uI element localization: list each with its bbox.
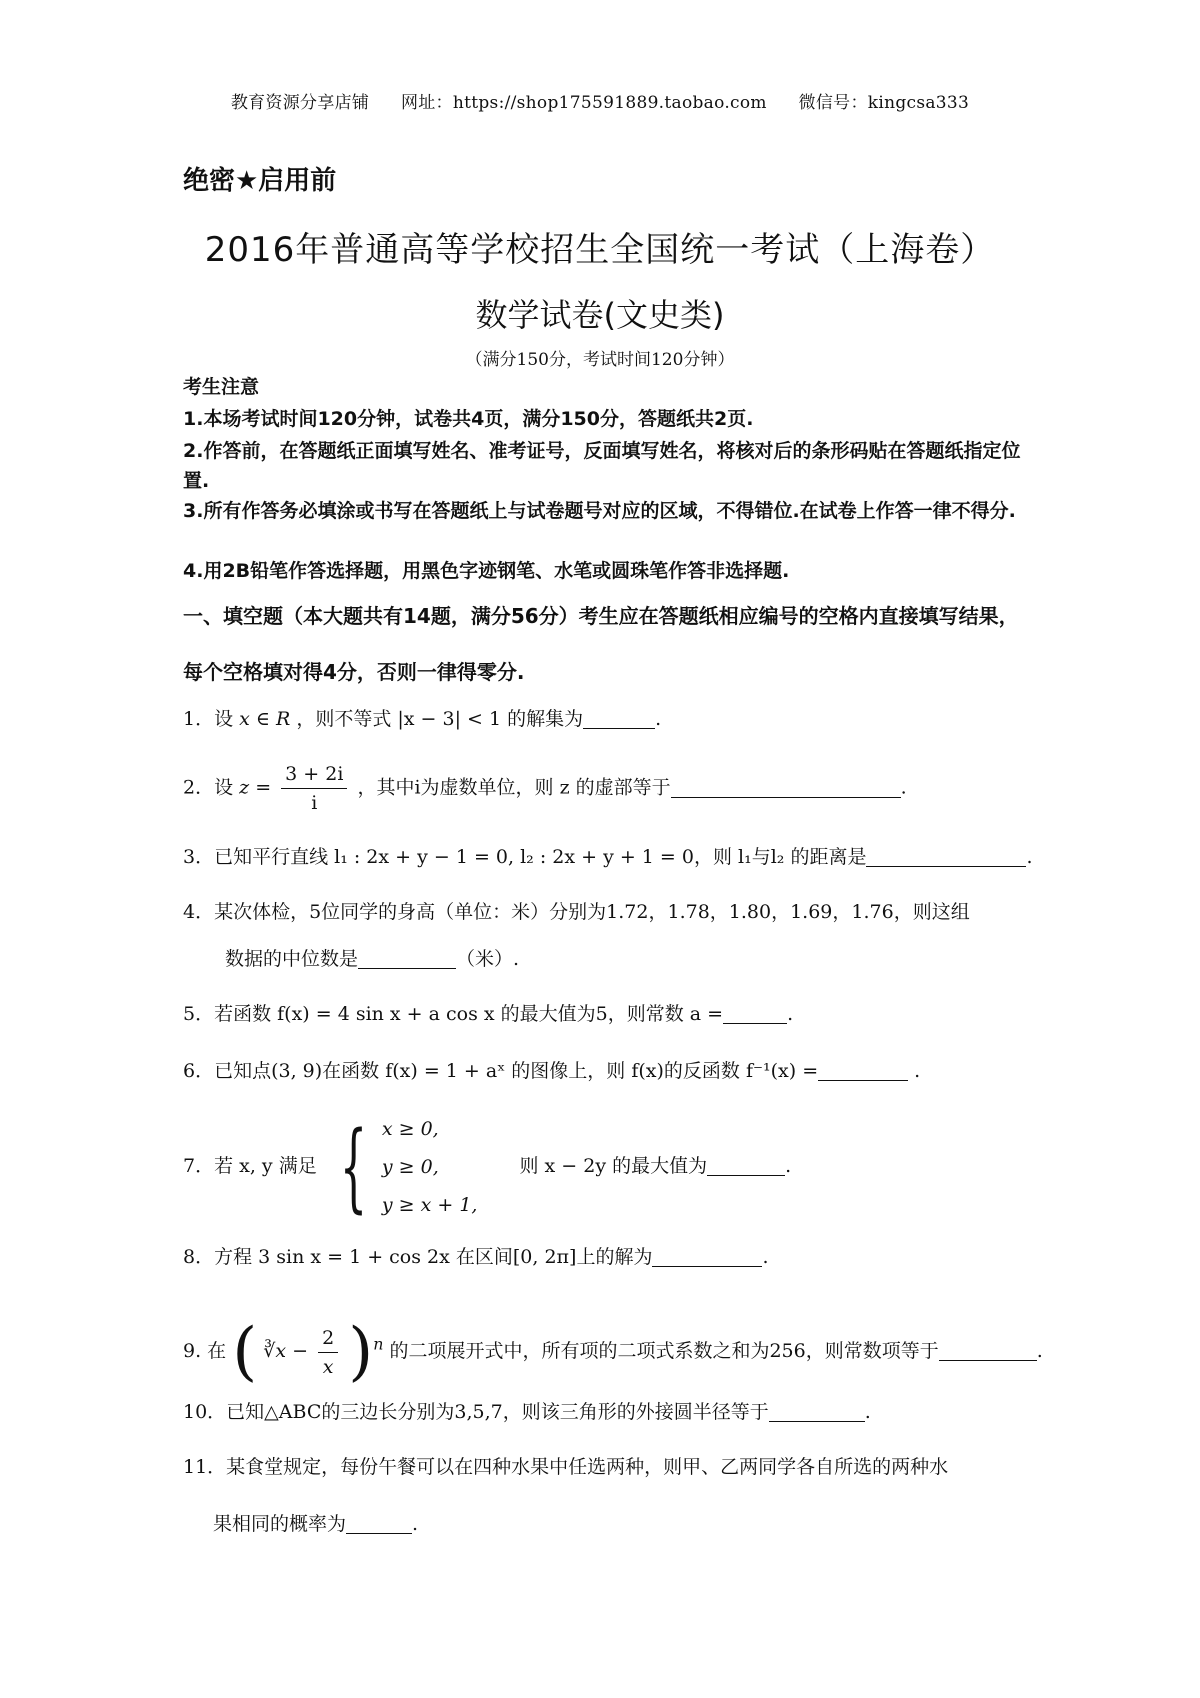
answer-blank-10[interactable] bbox=[769, 1401, 865, 1422]
answer-blank-8[interactable] bbox=[652, 1246, 762, 1267]
question-4-line1: 4．某次体检，5位同学的身高（单位：米）分别为1.72，1.78，1.80，1.69，1.76，则这组 bbox=[183, 901, 970, 923]
q8-text: 8．方程 3 sin x = 1 + cos 2x 在区间[0, 2π]上的解为 bbox=[183, 1246, 653, 1268]
question-11-line2: 果相同的概率为 . bbox=[213, 1513, 419, 1535]
q7-prefix: 7．若 x, y 满足 bbox=[183, 1155, 317, 1177]
q1-text: ，则不等式 |x − 3| < 1 的解集为 bbox=[296, 708, 584, 730]
q10-text: 10．已知△ABC的三边长分别为3,5,7，则该三角形的外接圆半径等于 bbox=[183, 1401, 769, 1423]
answer-blank-9[interactable] bbox=[939, 1340, 1037, 1361]
wechat-id: 微信号：kingcsa333 bbox=[798, 93, 970, 113]
q1-set: x ∈ R bbox=[239, 708, 291, 730]
q2-text: ，其中i为虚数单位，则 z 的虚部等于 bbox=[357, 776, 671, 799]
page-header bbox=[0, 88, 1200, 113]
notice-item-2: 2.作答前，在答题纸正面填写姓名、准考证号，反面填写姓名，将核对后的条形码贴在答题纸指定位置. bbox=[183, 440, 1021, 492]
q11-text: 果相同的概率为 bbox=[213, 1513, 347, 1535]
q9-fraction bbox=[318, 1324, 338, 1381]
q7-text: 则 x − 2y 的最大值为 bbox=[519, 1155, 708, 1177]
answer-blank-2[interactable] bbox=[671, 777, 901, 798]
answer-blank-4[interactable] bbox=[358, 948, 456, 969]
question-6: 6．已知点(3, 9)在函数 f(x) = 1 + aˣ 的图像上，则 f(x)的反函数 f⁻¹(x) = . bbox=[183, 1060, 921, 1082]
shop-url: 网址：https://shop175591889.taobao.com bbox=[400, 93, 767, 113]
notice-heading: 考生注意 bbox=[183, 376, 260, 398]
q3-text: 3．已知平行直线 l₁ : 2x + y − 1 = 0, l₂ : 2x + y + 1 = 0，则 l₁与l₂ 的距离是 bbox=[183, 846, 867, 868]
answer-blank-6[interactable] bbox=[818, 1060, 908, 1081]
section-heading: 一、填空题（本大题共有14题，满分56分）考生应在答题纸相应编号的空格内直接填写结果，每个空格填对得4分，否则一律得零分. bbox=[183, 604, 1019, 684]
q9-numerator: 2 bbox=[318, 1324, 338, 1353]
q9-root: ∛x − bbox=[263, 1340, 309, 1362]
q4-unit: （米）. bbox=[456, 948, 520, 970]
answer-blank-5[interactable] bbox=[723, 1003, 787, 1024]
score-info: （满分150分，考试时间120分钟） bbox=[465, 350, 735, 370]
notice-item-4: 4.用2B铅笔作答选择题，用黑色字迹钢笔、水笔或圆珠笔作答非选择题. bbox=[183, 560, 790, 582]
q7-constraints bbox=[382, 1110, 478, 1224]
brace-symbol: { bbox=[339, 1111, 368, 1223]
answer-blank-11[interactable] bbox=[346, 1513, 412, 1534]
q2-lhs: z = bbox=[239, 776, 272, 799]
left-paren-symbol: ( bbox=[232, 1315, 258, 1389]
question-1: 1．设 x ∈ R ，则不等式 |x − 3| < 1 的解集为 . bbox=[183, 708, 662, 730]
question-10: 10．已知△ABC的三边长分别为3,5,7，则该三角形的外接圆半径等于 . bbox=[183, 1401, 871, 1423]
q1-prefix: 1．设 bbox=[183, 708, 234, 730]
shop-name: 教育资源分享店铺 bbox=[230, 93, 370, 113]
question-9: 9. 在 ( ∛x − $\frac{2}{x}$ )$^n$ 的二项展开式中，所有项的二项式系数之和为256，则常数项等于 . bbox=[183, 1315, 1043, 1389]
question-2: 2．设 z = $\frac{3 + 2i}{i}$ ，其中i为虚数单位，则 z 的虚部等于 . bbox=[183, 760, 1043, 817]
question-7: 7．若 x, y 满足 { x ≥ 0, y ≥ 0, y ≥ x + 1, 则 x − 2y 的最大值为 . bbox=[183, 1111, 792, 1223]
notice-item-3: 3.所有作答务必填涂或书写在答题纸上与试卷题号对应的区域，不得错位.在试卷上作答一律不得分. bbox=[183, 500, 1016, 522]
right-paren-symbol: ) bbox=[348, 1315, 374, 1389]
answer-blank-1[interactable] bbox=[583, 708, 655, 729]
question-8: 8．方程 3 sin x = 1 + cos 2x 在区间[0, 2π]上的解为 . bbox=[183, 1246, 769, 1268]
exam-title: 2016年普通高等学校招生全国统一考试（上海卷） bbox=[204, 230, 996, 270]
q9-denominator: x bbox=[322, 1355, 334, 1378]
question-4-line2 bbox=[225, 945, 1085, 973]
secret-label: 绝密★启用前 bbox=[183, 166, 337, 196]
q4-text: 数据的中位数是 bbox=[225, 948, 359, 970]
q6-text: 6．已知点(3, 9)在函数 f(x) = 1 + aˣ 的图像上，则 f(x)的反函数 f⁻¹(x) = bbox=[183, 1060, 819, 1082]
exam-subtitle: 数学试卷(文史类) bbox=[475, 296, 725, 334]
answer-blank-7[interactable] bbox=[707, 1155, 785, 1176]
constraint-1: x ≥ 0, bbox=[381, 1118, 439, 1140]
constraint-2: y ≥ 0, bbox=[381, 1156, 439, 1178]
answer-blank-3[interactable] bbox=[866, 846, 1026, 867]
q2-numerator: 3 + 2i bbox=[281, 760, 347, 789]
question-11-line1: 11．某食堂规定，每份午餐可以在四种水果中任选两种，则甲、乙两同学各自所选的两种水 bbox=[183, 1456, 949, 1478]
question-3: 3．已知平行直线 l₁ : 2x + y − 1 = 0, l₂ : 2x + y + 1 = 0，则 l₁与l₂ 的距离是 . bbox=[183, 846, 1033, 868]
constraint-3: y ≥ x + 1, bbox=[381, 1194, 478, 1216]
q9-text: 的二项展开式中，所有项的二项式系数之和为256，则常数项等于 bbox=[389, 1340, 939, 1362]
q5-text: 5．若函数 f(x) = 4 sin x + a cos x 的最大值为5，则常数 a = bbox=[183, 1003, 724, 1025]
q2-denominator: i bbox=[311, 792, 318, 814]
question-5: 5．若函数 f(x) = 4 sin x + a cos x 的最大值为5，则常数 a = . bbox=[183, 1003, 794, 1025]
q9-prefix: 9. 在 bbox=[183, 1340, 227, 1362]
q2-prefix: 2．设 bbox=[183, 776, 234, 799]
q9-exponent: n bbox=[373, 1334, 384, 1354]
q2-fraction bbox=[281, 760, 347, 817]
notice-item-1: 1.本场考试时间120分钟，试卷共4页，满分150分，答题纸共2页. bbox=[183, 408, 754, 430]
